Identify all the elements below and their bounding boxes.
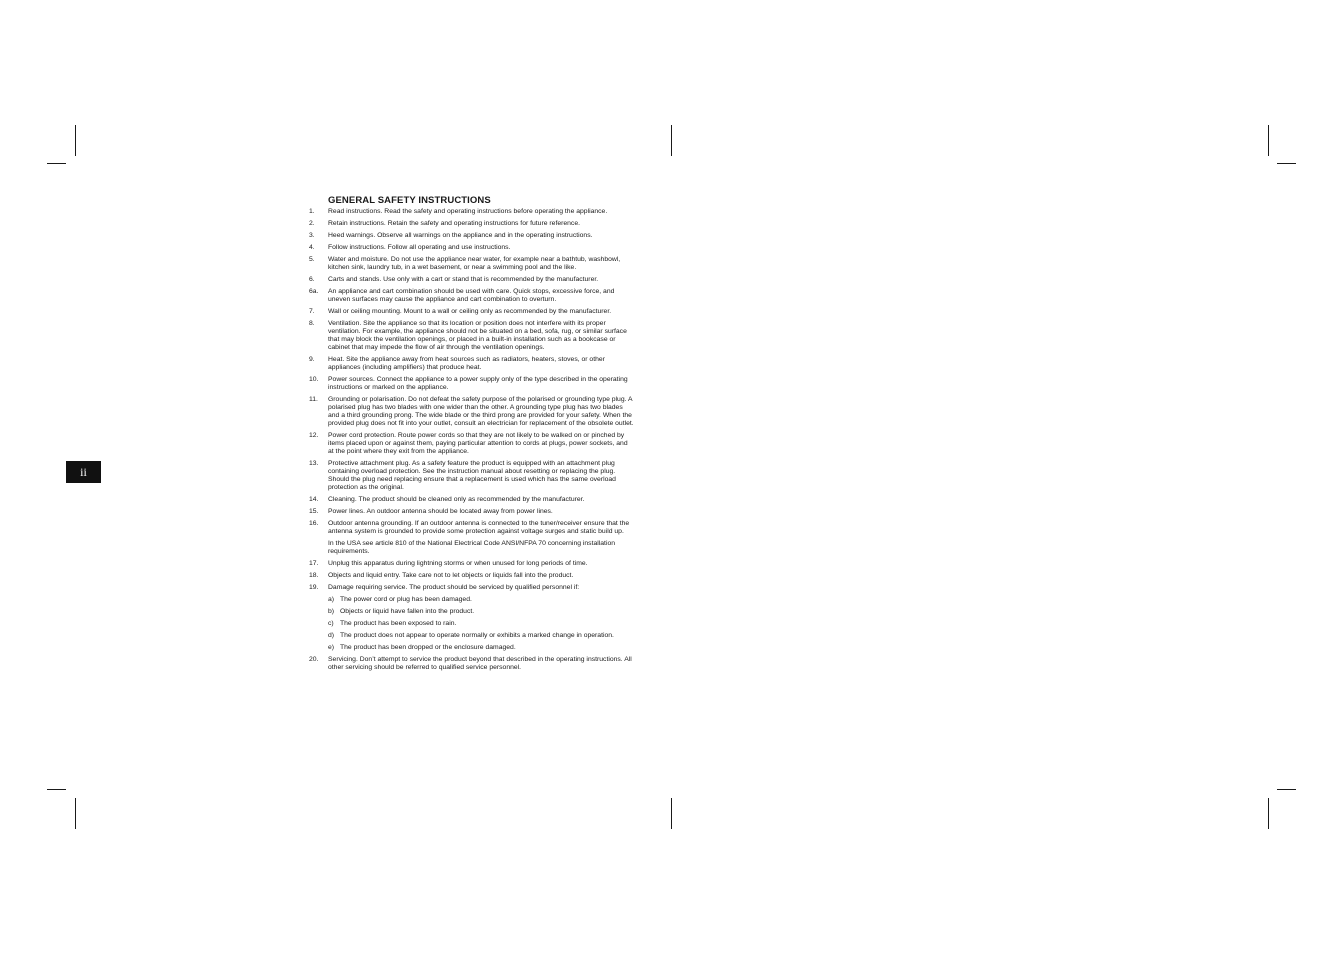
list-item [309,460,634,492]
list-item [309,584,634,652]
crop-mark [1268,125,1269,156]
list-item [309,376,634,392]
sub-item-letter: c) [328,620,334,627]
item-text: Heat. Site the appliance away from heat sources such as radiators, heaters, stoves, or other appliances (including amplifiers) that produce heat. [328,356,605,371]
item-text: Grounding or polarisation. Do not defeat the safety purpose of the polarised or grounding type plug. A polarised plug has two blades with one wider than the other. A grounding type plug has two blades and a third grounding prong. The wide blade or the third prong are provided for your safety. When the provided plug does not fit into your outlet, consult an electrician for replacement of the obsolete outlet. [328,396,634,427]
list-item [309,572,634,580]
sub-item-text: The power cord or plug has been damaged. [340,596,472,603]
crop-mark [47,163,66,164]
item-text: Heed warnings. Observe all warnings on the appliance and in the operating instructions. [328,232,593,239]
item-number: 3. [309,232,315,239]
item-number: 12. [309,432,319,439]
item-text: Damage requiring service. The product should be serviced by qualified personnel if: [328,584,580,591]
item-text: Retain instructions. Retain the safety and operating instructions for future reference. [328,220,580,227]
list-item [309,520,634,556]
list-item [309,396,634,428]
item-number: 15. [309,508,319,515]
crop-mark [1268,798,1269,829]
list-item [309,244,634,252]
sub-item-text: Objects or liquid have fallen into the product. [340,608,475,615]
crop-mark [671,125,672,156]
item-text: Protective attachment plug. As a safety feature the product is equipped with an attachment plug containing overload protection. See the instruction manual about resetting or replacing the plug. Should the plug need replacing ensure that a replacement is used which has the same overload protection as the original. [328,460,616,491]
item-number: 1. [309,208,315,215]
item-number: 2. [309,220,315,227]
item-number: 19. [309,584,319,591]
list-item [309,208,634,216]
instruction-list [309,208,634,672]
item-text: Wall or ceiling mounting. Mount to a wall or ceiling only as recommended by the manufacturer. [328,308,612,315]
crop-mark [75,125,76,156]
crop-mark [75,798,76,829]
crop-mark [671,798,672,829]
sub-list-item [328,596,634,604]
item-number: 5. [309,256,315,263]
list-item [309,560,634,568]
list-item [309,356,634,372]
list-item [309,508,634,516]
item-text: Objects and liquid entry. Take care not to let objects or liquids fall into the product. [328,572,574,579]
item-text: An appliance and cart combination should be used with care. Quick stops, excessive force, and uneven surfaces may cause the appliance and cart combination to overturn. [328,288,615,303]
section-title: GENERAL SAFETY INSTRUCTIONS [328,195,491,206]
item-text: Ventilation. Site the appliance so that its location or position does not interfere with its proper ventilation. For example, the appliance should not be situated on a bed, sofa, rug, or similar surface that may block the ventilation openings, or placed in a built-in installation such as a bookcase or cabinet that may impede the flow of air through the ventilation openings. [328,320,627,351]
item-number: 8. [309,320,315,327]
item-note: In the USA see article 810 of the National Electrical Code ANSI/NFPA 70 concerning installation requirements. [328,540,616,555]
item-text: Servicing. Don’t attempt to service the product beyond that described in the operating instructions. All other servicing should be referred to qualified service personnel. [328,656,632,671]
sub-item-text: The product has been exposed to rain. [340,620,457,627]
item-text: Unplug this apparatus during lightning storms or when unused for long periods of time. [328,560,588,567]
sub-item-letter: e) [328,644,335,651]
item-number: 11. [309,396,318,403]
sub-item-letter: a) [328,596,335,603]
list-item [309,496,634,504]
item-number: 18. [309,572,319,579]
item-number: 14. [309,496,319,503]
item-number: 9. [309,356,315,363]
item-number: 17. [309,560,319,567]
sub-list-item [328,620,634,628]
sub-list-item [328,632,634,640]
sub-list-item [328,608,634,616]
list-item [309,220,634,228]
item-number: 16. [309,520,319,527]
item-text: Read instructions. Read the safety and operating instructions before operating the appliance. [328,208,608,215]
list-item [309,288,634,304]
list-item [309,432,634,456]
item-text: Cleaning. The product should be cleaned only as recommended by the manufacturer. [328,496,585,503]
list-item [309,276,634,284]
item-text: Outdoor antenna grounding. If an outdoor antenna is connected to the tuner/receiver ensure that the antenna system is grounded to provide some protection against voltage surges and static build up. [328,520,630,535]
list-item [309,256,634,272]
crop-mark [1277,163,1296,164]
item-number: 6. [309,276,315,283]
list-item [309,232,634,240]
item-text: Power cord protection. Route power cords so that they are not likely to be walked on or pinched by items placed upon or against them, paying particular attention to cords at plugs, power sockets, and at the point where they exit from the appliance. [328,432,628,455]
item-text: Follow instructions. Follow all operating and use instructions. [328,244,511,251]
crop-mark [1277,789,1296,790]
item-number: 10. [309,376,319,383]
item-text: Water and moisture. Do not use the appliance near water, for example near a bathtub, washbowl, kitchen sink, laundry tub, in a wet basement, or near a swimming pool and the like. [328,256,621,271]
sub-item-letter: b) [328,608,335,615]
list-item [309,320,634,352]
item-text: Power sources. Connect the appliance to a power supply only of the type described in the operating instructions or marked on the appliance. [328,376,628,391]
sub-item-text: The product has been dropped or the enclosure damaged. [340,644,516,651]
sub-list-item [328,644,634,652]
item-text: Power lines. An outdoor antenna should be located away from power lines. [328,508,553,515]
safety-instructions [309,195,634,676]
crop-mark [47,789,66,790]
item-number: 4. [309,244,315,251]
item-number: 7. [309,308,315,315]
item-number: 6a. [309,288,319,295]
list-item [309,308,634,316]
item-number: 20. [309,656,319,663]
list-item [309,656,634,672]
sub-item-letter: d) [328,632,335,639]
item-text: Carts and stands. Use only with a cart or stand that is recommended by the manufacturer. [328,276,599,283]
sub-list [328,596,634,652]
item-number: 13. [309,460,319,467]
sub-item-text: The product does not appear to operate normally or exhibits a marked change in operation. [340,632,614,639]
page-number-tab: ii [66,461,101,483]
